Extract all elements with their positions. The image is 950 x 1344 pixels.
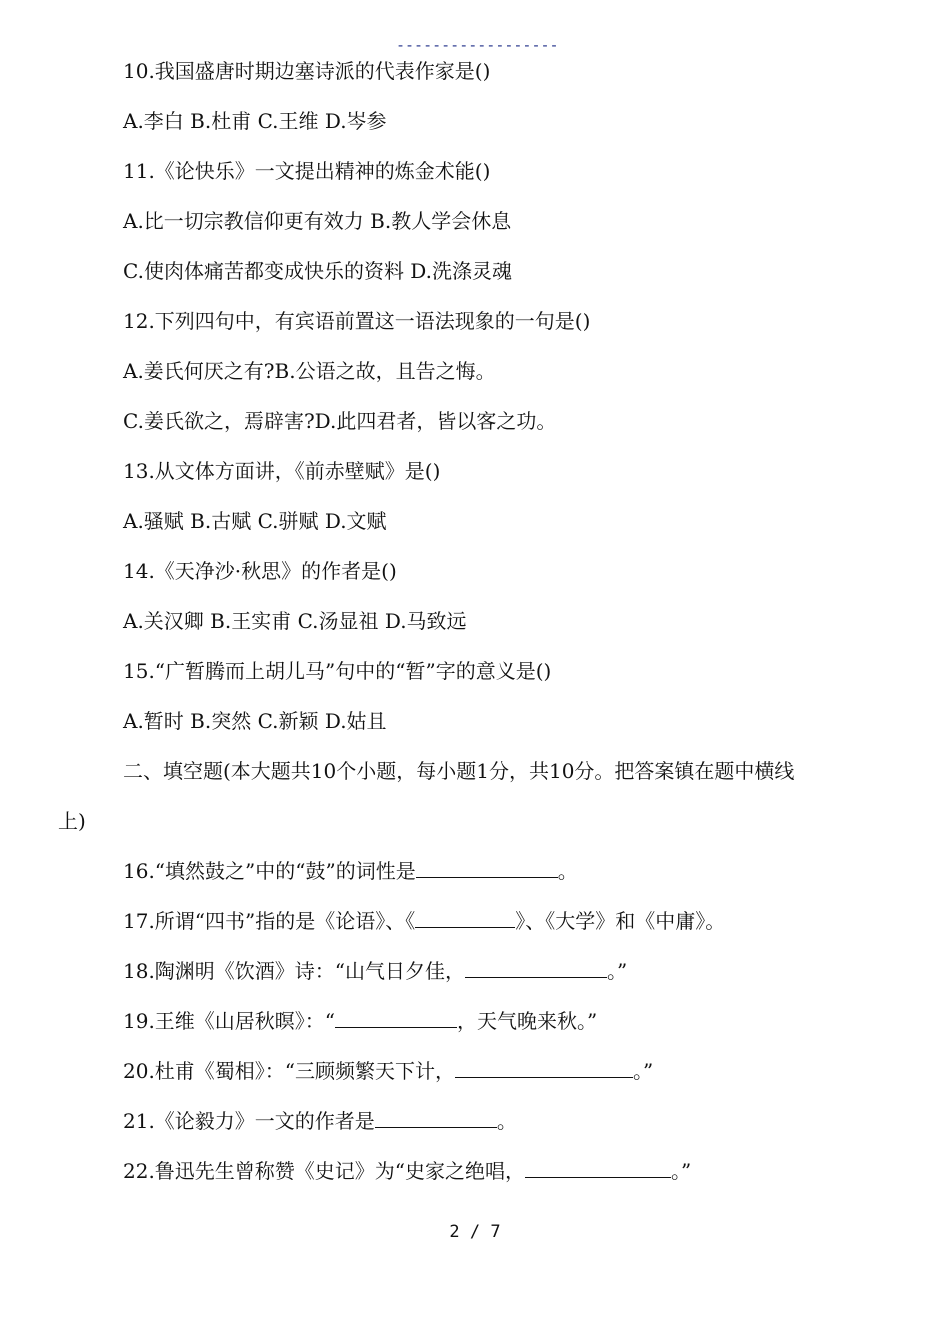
question-text: 17.所谓“四书”指的是《论语》、《	[123, 909, 416, 933]
question-q20	[0, 1052, 950, 1102]
line-q14-options: A.关汉卿 B.王实甫 C.汤显祖 D.马致远	[123, 609, 467, 633]
line-q15: 15.“广暂腾而上胡儿马”句中的“暂”字的意义是()	[123, 659, 552, 683]
page-number: 2 / 7	[449, 1222, 501, 1242]
line-q14: 14.《天净沙·秋思》的作者是()	[123, 559, 397, 583]
question-q22	[0, 1152, 950, 1202]
line-q11-options-2: C.使肉体痛苦都变成快乐的资料 D.洗涤灵魂	[123, 259, 512, 283]
line-q12-options-1: A.姜氏何厌之有?B.公语之故，且告之悔。	[123, 359, 496, 383]
answer-blank	[465, 953, 607, 978]
question-text-after: 。”	[633, 1059, 654, 1083]
line-q10-options: A.李白 B.杜甫 C.王维 D.岑参	[123, 109, 387, 133]
line-q12-options-2: C.姜氏欲之，焉辟害?D.此四君者，皆以客之功。	[123, 409, 557, 433]
answer-blank	[335, 1003, 457, 1028]
answer-blank	[415, 903, 515, 928]
line-q15-options: A.暂时 B.突然 C.新颖 D.姑且	[123, 709, 387, 733]
question-q21	[0, 1102, 950, 1152]
question-text-after: 。	[496, 1109, 517, 1133]
question-text: 21.《论毅力》一文的作者是	[123, 1109, 375, 1133]
line-section-2-heading: 二、填空题(本大题共10个小题，每小题1分，共10分。把答案镇在题中横线	[123, 759, 795, 783]
answer-blank	[375, 1103, 497, 1128]
question-q17	[0, 902, 950, 952]
question-q16	[0, 852, 950, 902]
line-q11: 11.《论快乐》一文提出精神的炼金术能()	[123, 159, 491, 183]
question-text-after: 》、《大学》和《中庸》。	[515, 909, 726, 933]
question-q18	[0, 952, 950, 1002]
question-text-after: 。	[557, 859, 578, 883]
question-text-after: 。”	[671, 1159, 692, 1183]
question-text: 16.“填然鼓之”中的“鼓”的词性是	[123, 859, 416, 883]
question-text: 20.杜甫《蜀相》：“三顾频繁天下计，	[123, 1059, 456, 1083]
question-text-after: 。”	[607, 959, 628, 983]
line-q13-options: A.骚赋 B.古赋 C.骈赋 D.文赋	[123, 509, 387, 533]
question-q19	[0, 1002, 950, 1052]
line-section-2-heading-cont: 上)	[58, 809, 86, 833]
header-dashed-rule: ------------------	[396, 36, 559, 54]
question-text: 18.陶渊明《饮酒》诗：“山气日夕佳，	[123, 959, 466, 983]
question-text: 19.王维《山居秋暝》：“	[123, 1009, 336, 1033]
line-q10: 10.我国盛唐时期边塞诗派的代表作家是()	[123, 59, 491, 83]
answer-blank	[455, 1053, 633, 1078]
question-text: 22.鲁迅先生曾称赞《史记》为“史家之绝唱，	[123, 1159, 526, 1183]
line-q13: 13.从文体方面讲，《前赤壁赋》是()	[123, 459, 441, 483]
question-text-after: ，天气晚来秋。”	[457, 1009, 598, 1033]
line-q12: 12.下列四句中，有宾语前置这一语法现象的一句是()	[123, 309, 591, 333]
answer-blank	[416, 853, 558, 878]
document-body	[0, 52, 950, 1202]
line-q11-options-1: A.比一切宗教信仰更有效力 B.教人学会休息	[123, 209, 512, 233]
answer-blank	[525, 1153, 671, 1178]
